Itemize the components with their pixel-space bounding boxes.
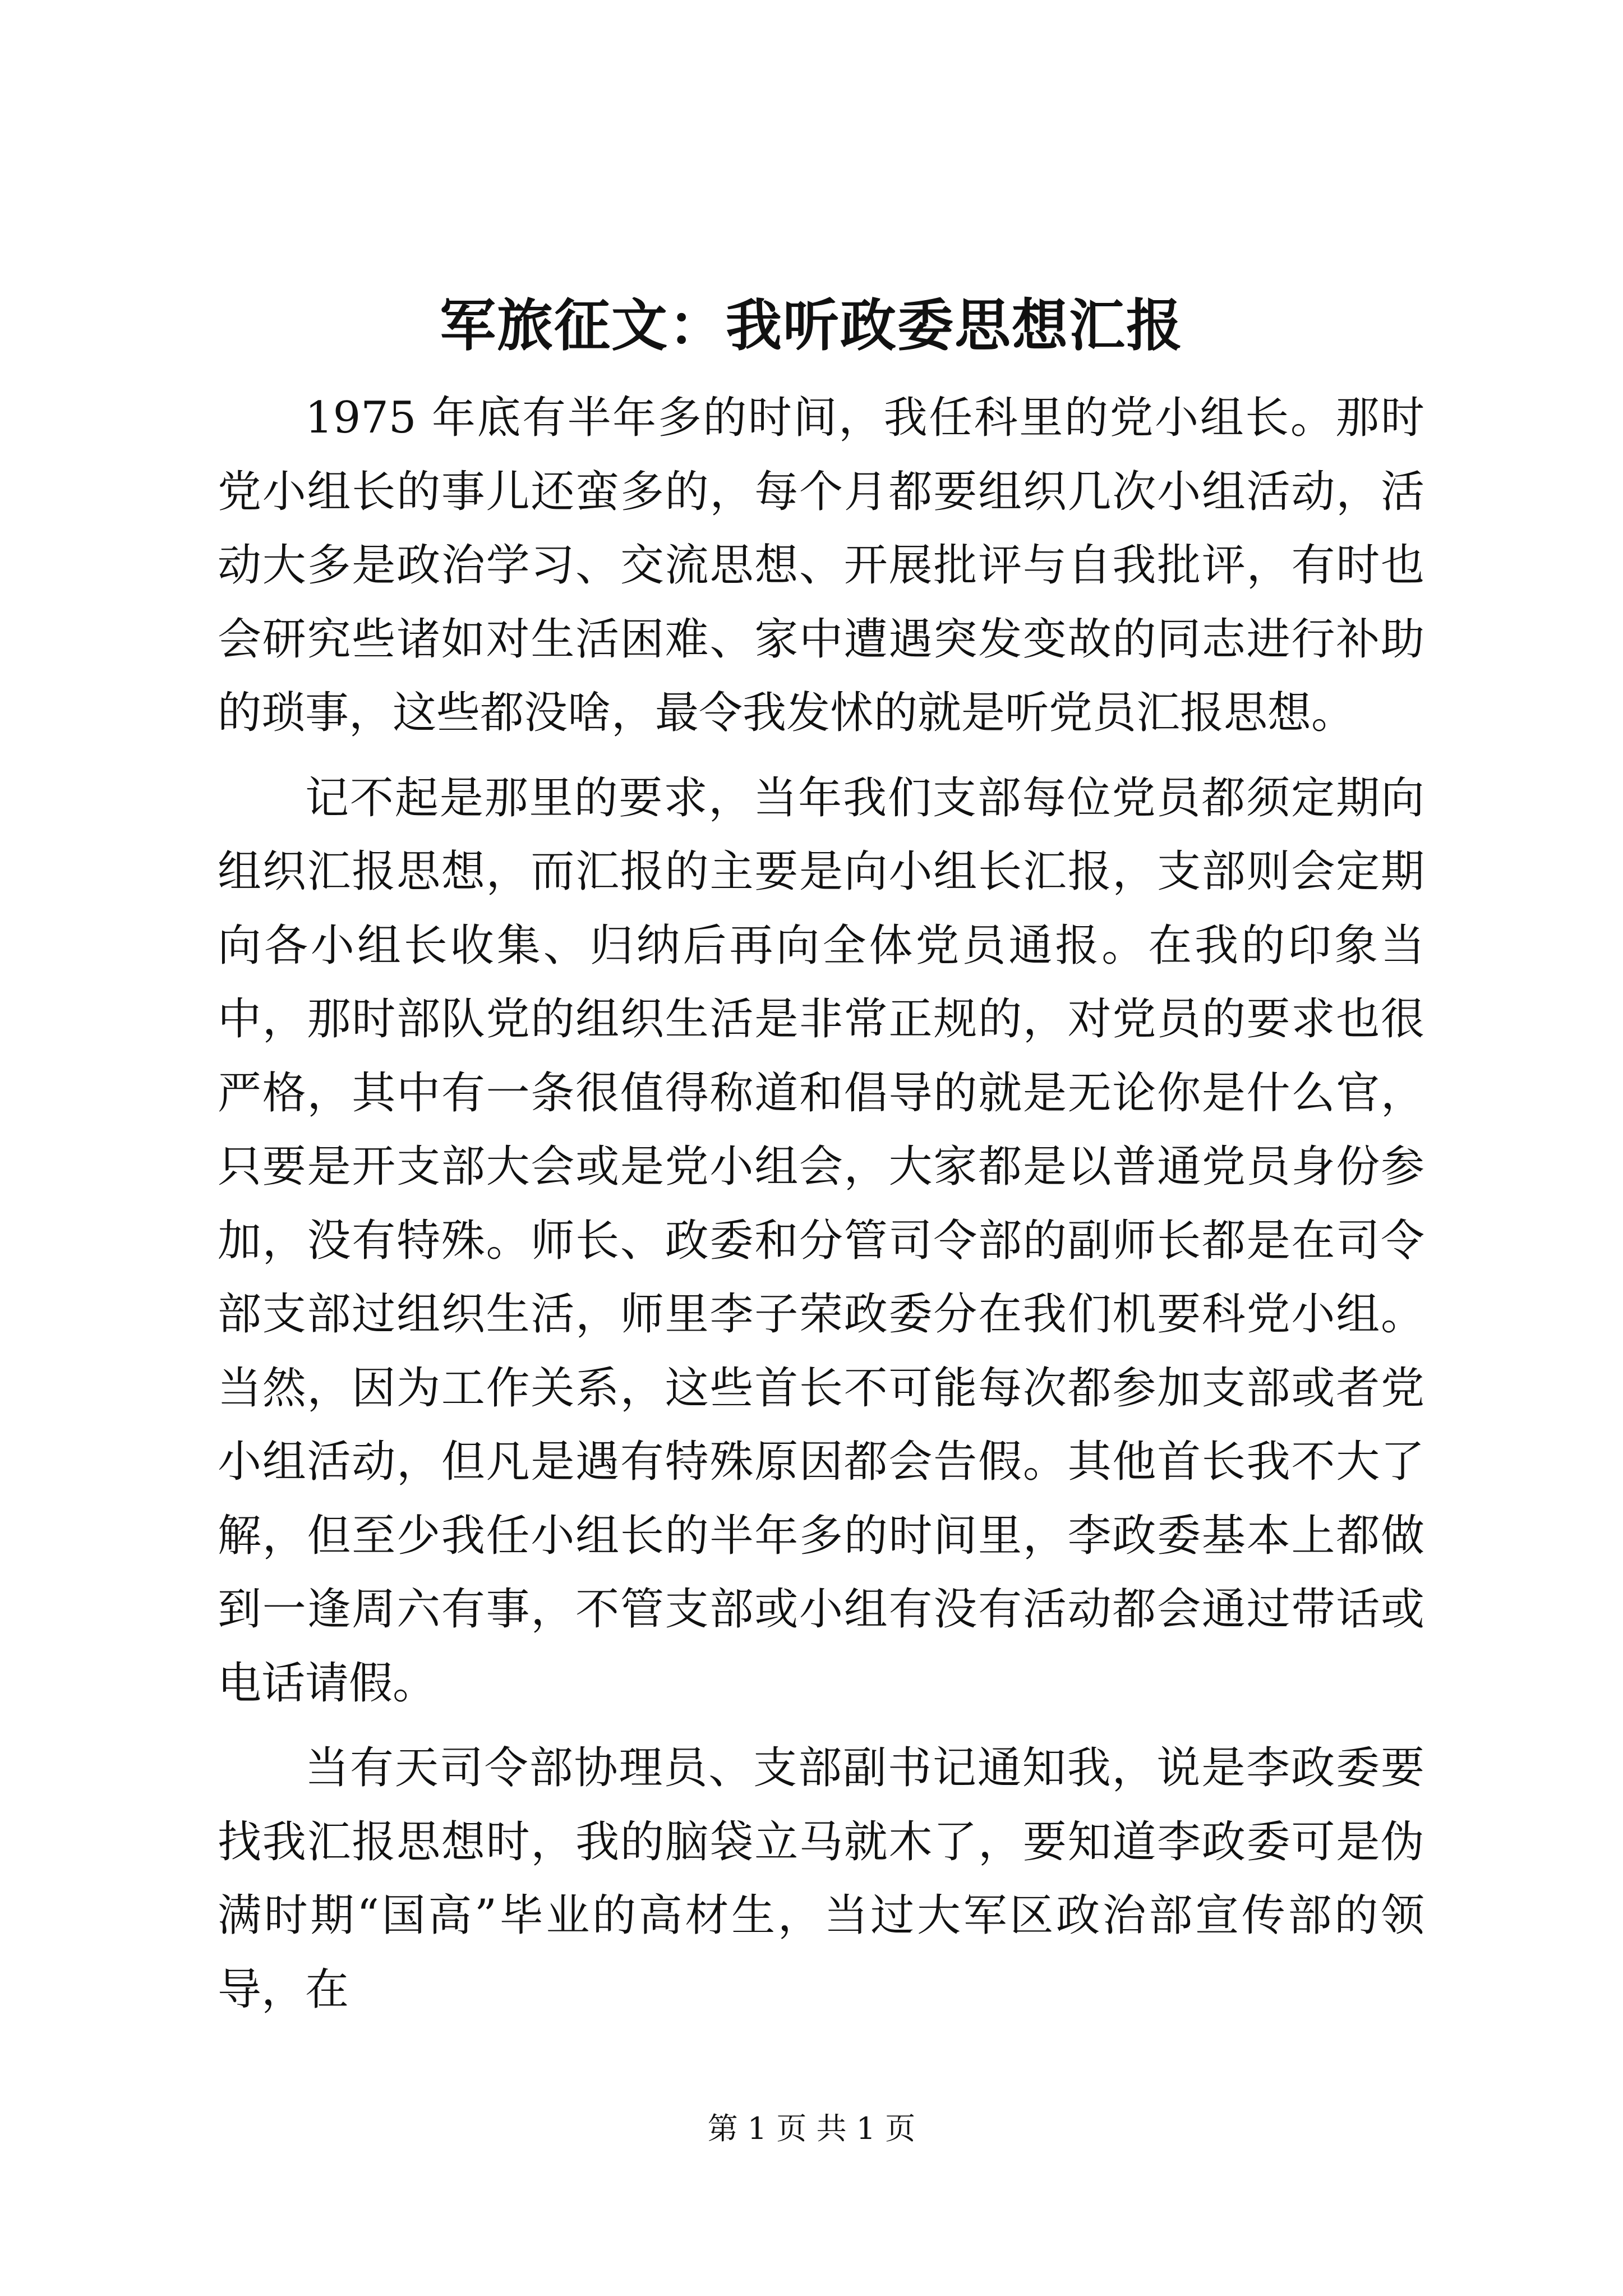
document-body: [218, 381, 1424, 2038]
page-footer: 第 1 页 共 1 页: [707, 2111, 916, 2146]
paragraph-2: 记不起是那里的要求，当年我们支部每位党员都须定期向组织汇报思想，而汇报的主要是向小组长汇报，支部则会定期向各小组长收集、归纳后再向全体党员通报。在我的印象当中，那时部队党的组织生活是非常正规的，对党员的要求也很严格，其中有一条很值得称道和倡导的就是无论你是什么官，只要是开支部大会或是党小组会，大家都是以普通党员身份参加，没有特殊。师长、政委和分管司令部的副师长都是在司令部支部过组织生活，师里李子荣政委分在我们机要科党小组。当然，因为工作关系，这些首长不可能每次都参加支部或者党小组活动，但凡是遇有特殊原因都会告假。其他首长我不大了解，但至少我任小组长的半年多的时间里，李政委基本上都做到一逢周六有事，不管支部或小组有没有活动都会通过带话或电话请假。: [218, 772, 1424, 1709]
document-title: 军旅征文：我听政委思想汇报: [440, 292, 1183, 358]
paragraph-1: 1975 年底有半年多的时间，我任科里的党小组长。那时党小组长的事儿还蛮多的，每个月都要组织几次小组活动，活动大多是政治学习、交流思想、开展批评与自我批评，有时也会研究些诸如对生活困难、家中遭遇突发变故的同志进行补助的琐事，这些都没啥，最令我发怵的就是听党员汇报思想。: [218, 393, 1424, 738]
paragraph-3: 当有天司令部协理员、支部副书记通知我，说是李政委要找我汇报思想时，我的脑袋立马就木了，要知道李政委可是伪满时期“国高”毕业的高材生，当过大军区政治部宣传部的领导，在: [218, 1743, 1424, 2015]
